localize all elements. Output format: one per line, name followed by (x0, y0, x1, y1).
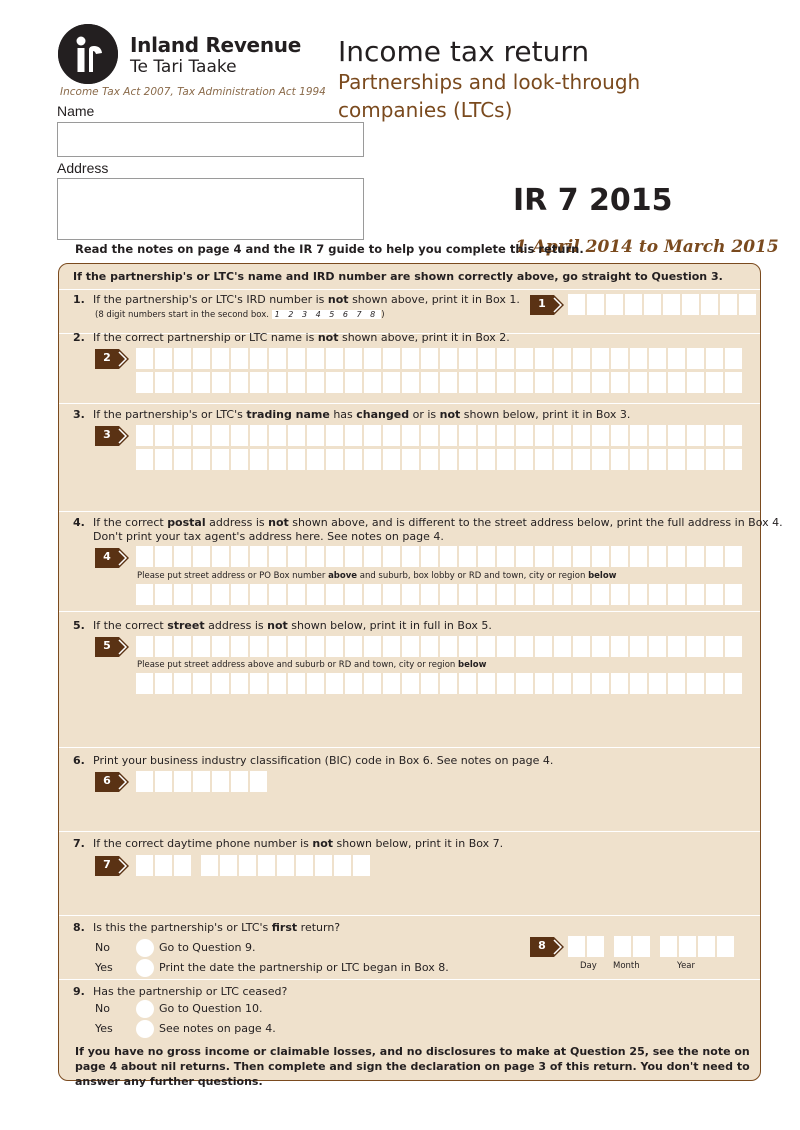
q3-text-bold: trading name (246, 408, 330, 421)
q9-yes-radio[interactable] (136, 1020, 154, 1038)
question-number: 6. (73, 754, 85, 767)
q8-text-bold: first (271, 921, 298, 934)
q4-note-bold: above (328, 571, 358, 581)
q8-yes-label: Yes (95, 961, 113, 974)
questions-panel (58, 263, 783, 1088)
box-8-number: 8 (538, 939, 546, 952)
box-2-name-input-line-2[interactable] (136, 372, 742, 393)
box-4-number: 4 (103, 550, 111, 563)
question-number: 4. (73, 516, 85, 529)
question-number: 5. (73, 619, 85, 632)
q4-text-bold-2: not (268, 516, 289, 529)
q5-text-bold: street (167, 619, 205, 632)
read-notes-instruction: Read the notes on page 4 and the IR 7 guide to help you complete this return. (75, 242, 584, 256)
box-7-tag (95, 856, 129, 876)
q4-note-mid: and suburb, box lobby or RD and town, city or region (357, 571, 589, 581)
form-title: Income tax return (338, 35, 590, 68)
q3-text-bold-3: not (439, 408, 461, 421)
month-label: Month (613, 961, 640, 971)
brand-name: Inland Revenue (130, 33, 301, 57)
q9-yes-text: See notes on page 4. (159, 1022, 276, 1035)
q2-text-bold: not (317, 331, 339, 344)
q3-text-mid: has (329, 408, 357, 421)
box-2-number: 2 (103, 351, 111, 364)
day-label: Day (580, 961, 597, 971)
form-code: IR 7 2015 (513, 183, 673, 218)
name-field[interactable] (57, 122, 364, 157)
box-5-number: 5 (103, 639, 111, 652)
box-5-tag (95, 637, 129, 657)
q4-text-end: shown above, and is different to the street address below, print the full address in Box 4. (288, 516, 783, 529)
q3-text: If the partnership's or LTC's (93, 408, 247, 421)
q5-note-bold: below (458, 660, 487, 670)
box-4-tag (95, 548, 129, 568)
q8-no-text: Go to Question 9. (159, 941, 256, 954)
box-6-number: 6 (103, 774, 111, 787)
q1-note-end: ) (381, 310, 385, 320)
q1-sample-digits: 1 2 3 4 5 6 7 8 (272, 310, 382, 319)
q3-text-bold-2: changed (356, 408, 410, 421)
box-8-tag (530, 937, 564, 957)
q3-text-end: shown below, print it in Box 3. (460, 408, 631, 421)
q5-text: If the correct (93, 619, 168, 632)
box-3-trading-name-line-2[interactable] (136, 449, 742, 470)
q8-text: Is this the partnership's or LTC's (93, 921, 272, 934)
q3-text-mid-2: or is (409, 408, 440, 421)
box-4-postal-address-line-1[interactable] (136, 546, 742, 567)
inland-revenue-logo (58, 24, 118, 84)
q1-note (95, 310, 385, 320)
address-field[interactable] (57, 178, 364, 240)
q9-no-text: Go to Question 10. (159, 1002, 263, 1015)
q1-text-bold: not (327, 293, 349, 306)
question-number: 3. (73, 408, 85, 421)
q1-text-end: shown above, print it in Box 1. (348, 293, 520, 306)
intro-instruction: If the partnership's or LTC's name and IRD number are shown correctly above, go straight to Question 3. (73, 270, 723, 283)
q1-note-text: (8 digit numbers start in the second box. (95, 310, 269, 320)
box-1-tag (530, 295, 564, 315)
box-2-tag (95, 349, 129, 369)
q7-text: If the correct daytime phone number is (93, 837, 313, 850)
box-5-street-address-line-2[interactable] (136, 673, 742, 694)
q5-text-bold-2: not (267, 619, 288, 632)
q4-text: If the correct (93, 516, 168, 529)
q9-no-radio[interactable] (136, 1000, 154, 1018)
q2-text: If the correct partnership or LTC name is (93, 331, 318, 344)
question-number: 1. (73, 293, 85, 306)
q2-text-end: shown above, print it in Box 2. (338, 331, 510, 344)
q8-yes-text: Print the date the partnership or LTC began in Box 8. (159, 961, 449, 974)
q9-yes-label: Yes (95, 1022, 113, 1035)
q8-text-end: return? (297, 921, 341, 934)
box-1-ird-input[interactable] (568, 294, 756, 315)
box-6-bic-code-input[interactable] (136, 771, 267, 792)
nil-return-note: If you have no gross income or claimable losses, and no disclosures to make at Question 25, see the note on page 4 about nil returns. Then complete and sign the declaration on page 3 of this return. You don't need to answer any further questions. (75, 1045, 750, 1088)
box-4-postal-address-line-2[interactable] (136, 584, 742, 605)
q5-note (137, 660, 486, 670)
box-2-name-input-line-1[interactable] (136, 348, 742, 369)
box-3-trading-name-line-1[interactable] (136, 425, 742, 446)
q1-text: If the partnership's or LTC's IRD number is (93, 293, 328, 306)
tax-period: 1 April 2014 to March 2015 (515, 237, 779, 257)
q8-no-label: No (95, 941, 110, 954)
q4-text-bold: postal (167, 516, 206, 529)
q9-no-label: No (95, 1002, 110, 1015)
box-1-number: 1 (538, 297, 546, 310)
box-3-number: 3 (103, 428, 111, 441)
q7-text-bold: not (312, 837, 334, 850)
q9-text: Has the partnership or LTC ceased? (93, 985, 288, 998)
box-7-phone-input[interactable] (136, 855, 370, 876)
q4-note-text: Please put street address or PO Box number (137, 571, 329, 581)
brand-name-maori: Te Tari Taake (130, 57, 237, 77)
q8-no-radio[interactable] (136, 939, 154, 957)
name-label: Name (57, 103, 95, 119)
box-5-street-address-line-1[interactable] (136, 636, 742, 657)
box-6-tag (95, 772, 129, 792)
q4-note-bold-2: below (588, 571, 617, 581)
address-label: Address (57, 160, 109, 176)
q5-note-text: Please put street address above and suburb or RD and town, city or region (137, 660, 459, 670)
q7-text-end: shown below, print it in Box 7. (333, 837, 504, 850)
q4-text-mid: address is (205, 516, 269, 529)
year-label: Year (677, 961, 695, 971)
question-number: 9. (73, 985, 85, 998)
q5-text-end: shown below, print it in full in Box 5. (287, 619, 492, 632)
legislation-line: Income Tax Act 2007, Tax Administration Act 1994 (60, 86, 326, 98)
q5-text-mid: address is (204, 619, 268, 632)
form-subtitle: Partnerships and look-through companies (LTCs) (338, 70, 641, 122)
question-number: 7. (73, 837, 85, 850)
box-3-tag (95, 426, 129, 446)
question-number: 8. (73, 921, 85, 934)
question-number: 2. (73, 331, 85, 344)
q4-note (137, 571, 617, 581)
q4-text-line-2: Don't print your tax agent's address here. See notes on page 4. (93, 530, 444, 543)
q6-text: Print your business industry classification (BIC) code in Box 6. See notes on page 4. (93, 754, 554, 767)
box-7-number: 7 (103, 858, 111, 871)
box-8-start-date-input[interactable] (568, 936, 734, 957)
q8-yes-radio[interactable] (136, 959, 154, 977)
